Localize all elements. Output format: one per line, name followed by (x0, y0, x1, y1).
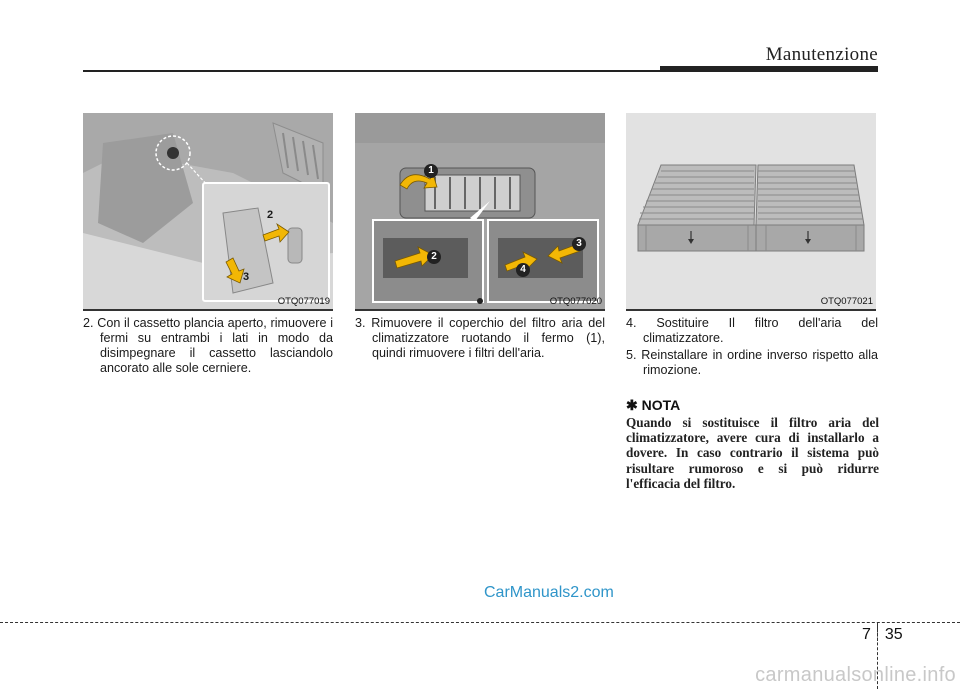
callout-1: 1 (424, 164, 438, 178)
page-number-value: 35 (884, 626, 903, 643)
step-5 (626, 348, 878, 378)
step-number: 2. (83, 316, 94, 330)
step-number: 5. (626, 348, 637, 362)
footer-dashed-rule (0, 622, 960, 623)
nota-icon: ✱ (626, 397, 638, 413)
figure-glovebox (83, 113, 333, 309)
callout-4: 4 (516, 263, 530, 277)
step-number: 4. (626, 316, 637, 330)
header-rule-thin (83, 70, 660, 72)
step-text: Con il cassetto plancia aperto, rimuovere i fermi su entrambi i lati in modo da disimpegnare il cassetto lasciandolo ancorato alle sole cerniere. (97, 316, 334, 375)
step-number: 3. (355, 316, 366, 330)
figure-filter-cover (355, 113, 605, 309)
step-3 (355, 316, 605, 361)
step-text: Sostituire Il filtro dell'aria del climatizzatore. (643, 316, 879, 345)
section-title: Manutenzione (765, 44, 878, 65)
figure-code: OTQ077019 (277, 296, 330, 307)
callout-2: 2 (267, 209, 274, 221)
nota-heading (626, 397, 680, 414)
footer-watermark[interactable]: carmanualsonline.info (755, 664, 956, 686)
callout-2: 2 (427, 250, 441, 264)
page-number (862, 625, 903, 644)
chapter-number: 7 (862, 626, 871, 643)
figure-bar-2 (355, 309, 605, 311)
nota-body: Quando si sostituisce il filtro aria del climatizzatore, avere cura di installarlo a dovere. In caso contrario il sistema può risultare rumoroso e si può ridurre l'efficacia del filtro. (626, 415, 879, 491)
step-text: Rimuovere il coperchio del filtro aria del climatizzatore ruotando il fermo (1), quindi rimuovere i filtri dell'aria. (371, 316, 605, 360)
figure-bar-1 (83, 309, 333, 311)
figure-code: OTQ077020 (549, 296, 602, 307)
step-4 (626, 316, 878, 346)
nota-title: NOTA (641, 397, 681, 413)
figure-air-filter (626, 113, 876, 309)
step-2 (83, 316, 333, 376)
figure-code: OTQ077021 (820, 296, 873, 307)
watermark-link[interactable]: CarManuals2.com (484, 584, 614, 601)
callout-3: 3 (572, 237, 586, 251)
header-rule-thick (660, 66, 878, 72)
step-text: Reinstallare in ordine inverso rispetto alla rimozione. (641, 348, 878, 377)
figure-bar-3 (626, 309, 876, 311)
callout-3: 3 (243, 271, 250, 283)
